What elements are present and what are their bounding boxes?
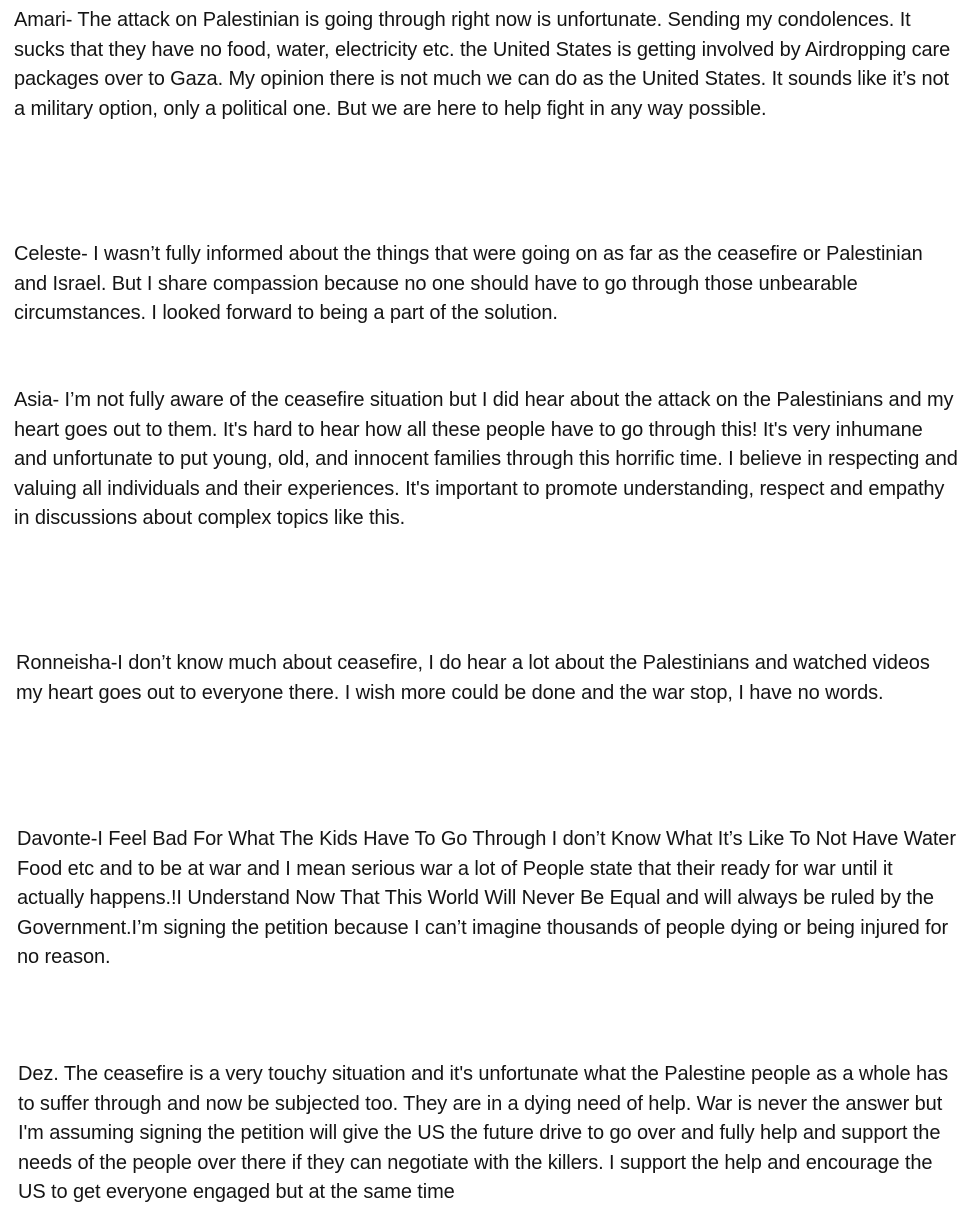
statement-amari: Amari- The attack on Palestinian is going through right now is unfortunate. Sending my condolences. It sucks that they have no food, water, electricity etc. the United States is getting involved by Airdropping care packages over to Gaza. My opinion there is not much we can do as the United States. It sounds like it’s not a military option, only a political one. But we are here to help fight in any way possible. — [14, 9, 951, 120]
statement-davonte: Davonte-I Feel Bad For What The Kids Have To Go Through I don’t Know What It’s Like To Not Have Water Food etc and to be at war and I mean serious war a lot of People state that their ready for war until it actually happens.!I Understand Now That This World Will Never Be Equal and will always be ruled by the Government.I’m signing the petition because I can’t imagine thousands of people dying or being injured for no reason. — [17, 828, 956, 968]
statement-dez: Dez. The ceasefire is a very touchy situation and it's unfortunate what the Palestine people as a whole has to suffer through and now be subjected too. They are in a dying need of help. War is never the answer but I'm assuming signing the petition will give the US the future drive to go over and fully help and support the needs of the people over there if they can negotiate with the killers. I support the help and encourage the US to get everyone engaged but at the same time — [18, 1063, 948, 1203]
statement-celeste: Celeste- I wasn’t fully informed about the things that were going on as far as the ceasefire or Palestinian and Israel. But I share compassion because no one should have to go through those unbearable circumstances. I looked forward to being a part of the solution. — [14, 243, 923, 324]
statement-ronneisha: Ronneisha-I don’t know much about ceasefire, I do hear a lot about the Palestinians and watched videos my heart goes out to everyone there. I wish more could be done and the war stop, I have no words. — [16, 652, 930, 704]
statement-asia: Asia- I’m not fully aware of the ceasefire situation but I did hear about the attack on the Palestinians and my heart goes out to them. It's hard to hear how all these people have to go through this! It's very inhumane and unfortunate to put young, old, and innocent families through this horrific time. I believe in respecting and valuing all individuals and their experiences. It's important to promote understanding, respect and empathy in discussions about complex topics like this. — [14, 389, 958, 529]
